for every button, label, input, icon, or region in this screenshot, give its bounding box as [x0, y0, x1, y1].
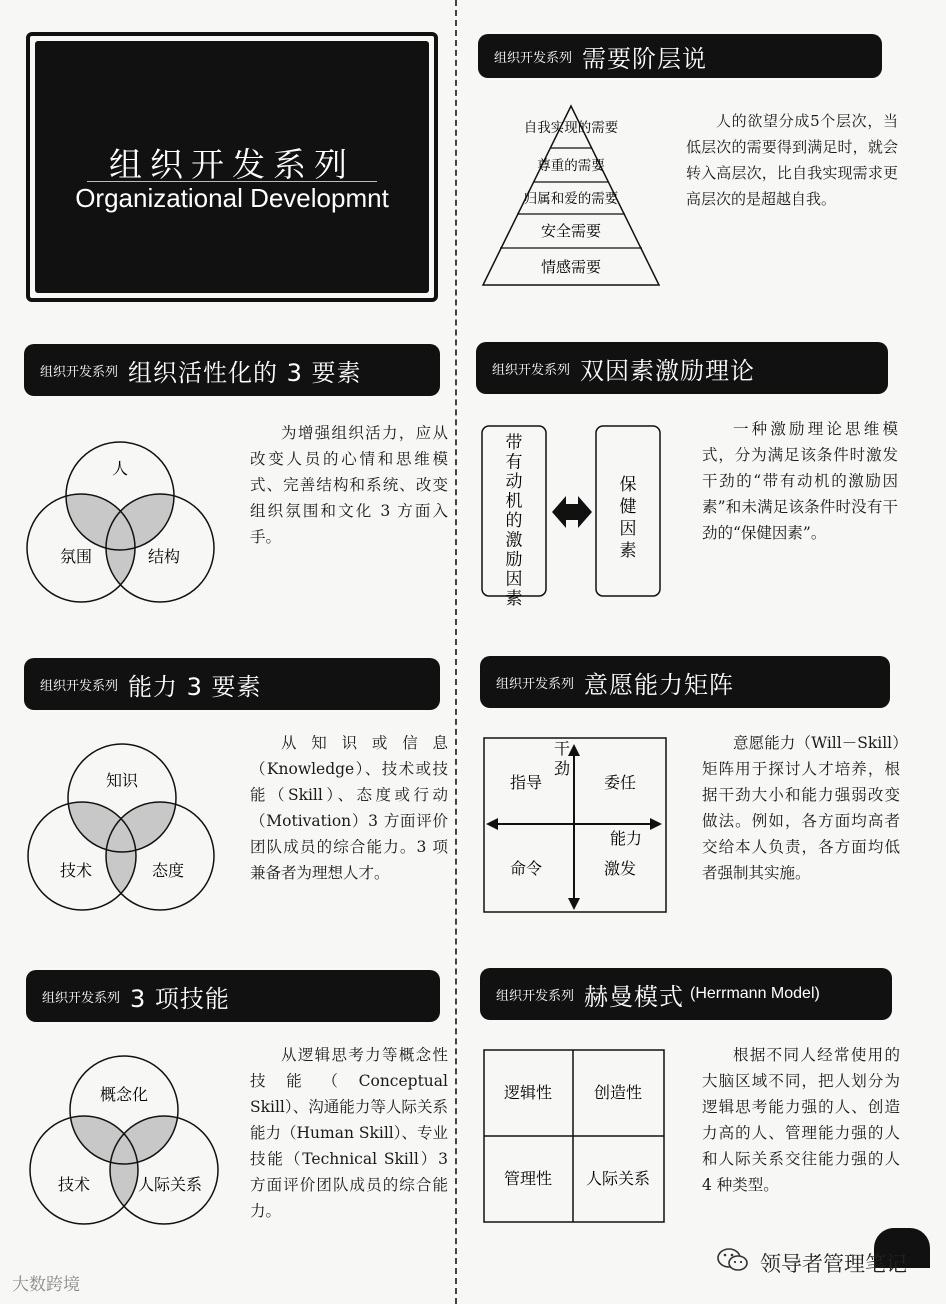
will-skill-matrix	[482, 736, 668, 914]
motivator-box-label: 带有动机的激励因素	[505, 433, 523, 609]
series-tag: 组织开发系列	[494, 50, 573, 66]
activation-venn	[24, 422, 220, 604]
matrix-y-axis-label: 干劲	[553, 739, 571, 778]
series-title-rule	[87, 181, 377, 182]
will-skill-text: 意愿能力（Will－Skill）矩阵用于探讨人才培养，根据干劲大小和能力强弱改变做法。例如，各方面均高者交给本人负责，各方面均低者强制其实施。	[702, 734, 900, 882]
quadrant-delegate: 委任	[603, 773, 637, 792]
venn-label-structure: 结构	[147, 547, 181, 566]
activation-header	[24, 344, 440, 396]
needs-pyramid	[476, 102, 666, 288]
venn-label-human: 人际关系	[137, 1175, 203, 1194]
herrmann-cell-interpersonal: 人际关系	[585, 1169, 651, 1188]
herrmann-cell-logical: 逻辑性	[503, 1083, 553, 1102]
watermark-right: 领导者管理笔记	[760, 1252, 907, 1276]
venn-label-conceptual: 概念化	[99, 1085, 149, 1104]
matrix-x-axis-label: 能力	[609, 829, 643, 848]
wechat-icon	[716, 1246, 750, 1274]
series-title-cn: 组织开发系列	[109, 145, 355, 184]
series-title-inner	[35, 41, 429, 293]
series-tag: 组织开发系列	[492, 362, 571, 378]
quadrant-motivate: 激发	[603, 859, 637, 878]
herrmann-cell-managerial: 管理性	[503, 1169, 553, 1188]
series-title-en: Organizational Developmnt	[75, 183, 389, 213]
series-tag: 组织开发系列	[42, 990, 121, 1006]
series-title-block	[26, 32, 438, 302]
herrmann-header	[480, 968, 892, 1020]
ability-venn	[24, 736, 220, 918]
activation-title: 组织活性化的 3 要素	[128, 358, 362, 387]
three-skills-text: 从逻辑思考力等概念性技能（Conceptual Skill）、沟通能力等人际关系能力（Human Skill）、专业技能（Technical Skill）3 方面评价团队成员的综合能力。	[250, 1046, 448, 1220]
three-skills-venn	[26, 1048, 222, 1230]
herrmann-grid	[482, 1048, 666, 1224]
hierarchy-title: 需要阶层说	[582, 44, 708, 73]
series-tag: 组织开发系列	[496, 988, 575, 1004]
ability-text: 从知识或信息（Knowledge）、技术或技能（Skill）、态度或行动（Motivation）3 方面评价团队成员的综合能力。3 项兼备者为理想人才。	[250, 734, 448, 882]
activation-text: 为增强组织活力，应从改变人员的心情和思维模式、完善结构和系统、改变组织氛围和文化 3 方面入手。	[250, 424, 448, 546]
two-factor-diagram	[478, 422, 664, 609]
pyramid-level-label: 自我实现的需要	[523, 120, 619, 136]
herrmann-cell-creative: 创造性	[593, 1083, 643, 1102]
venn-label-technical: 技术	[57, 1175, 91, 1194]
two-factor-text: 一种激励理论思维模式，分为满足该条件时激发干劲的“带有动机的激励因素”和未满足该条件时没有干劲的“保健因素”。	[702, 420, 898, 542]
ability-title: 能力 3 要素	[128, 672, 262, 701]
pyramid-level-label: 尊重的需要	[537, 158, 605, 174]
herrmann-title: 赫曼模式	[584, 982, 685, 1011]
three-skills-header	[26, 970, 440, 1022]
series-tag: 组织开发系列	[40, 678, 119, 694]
hierarchy-header	[478, 34, 882, 78]
watermark-left: 大数跨境	[12, 1275, 80, 1295]
three-skills-title: 3 项技能	[130, 984, 230, 1013]
herrmann-title-en: (Herrmann Model)	[690, 985, 820, 1002]
venn-label-attitude: 态度	[151, 861, 185, 880]
venn-label-people: 人	[111, 459, 129, 478]
will-skill-title: 意愿能力矩阵	[584, 670, 735, 699]
center-dashed-divider	[455, 0, 457, 1304]
two-factor-header	[476, 342, 888, 394]
series-tag: 组织开发系列	[496, 676, 575, 692]
ability-header	[24, 658, 440, 710]
venn-label-knowledge: 知识	[105, 771, 139, 790]
hierarchy-text: 人的欲望分成5个层次，当低层次的需要得到满足时，就会转入高层次，比自我实现需求更高层次的是超越自我。	[686, 112, 898, 208]
quadrant-guide: 指导	[509, 773, 543, 792]
pyramid-level-label: 安全需要	[540, 222, 602, 240]
pyramid-level-label: 情感需要	[540, 258, 602, 276]
herrmann-text: 根据不同人经常使用的大脑区域不同，把人划分为逻辑思考能力强的人、创造力高的人、管理能力强的人和人际关系交往能力强的人 4 种类型。	[702, 1046, 900, 1194]
quadrant-command: 命令	[509, 859, 543, 878]
will-skill-header	[480, 656, 890, 708]
venn-label-atmosphere: 氛围	[59, 547, 93, 566]
venn-label-skill: 技术	[59, 861, 93, 880]
hygiene-box-label: 保健因素	[619, 475, 637, 561]
series-tag: 组织开发系列	[40, 364, 119, 380]
pyramid-level-label: 归属和爱的需要	[523, 191, 619, 207]
two-factor-title: 双因素激励理论	[580, 356, 756, 385]
